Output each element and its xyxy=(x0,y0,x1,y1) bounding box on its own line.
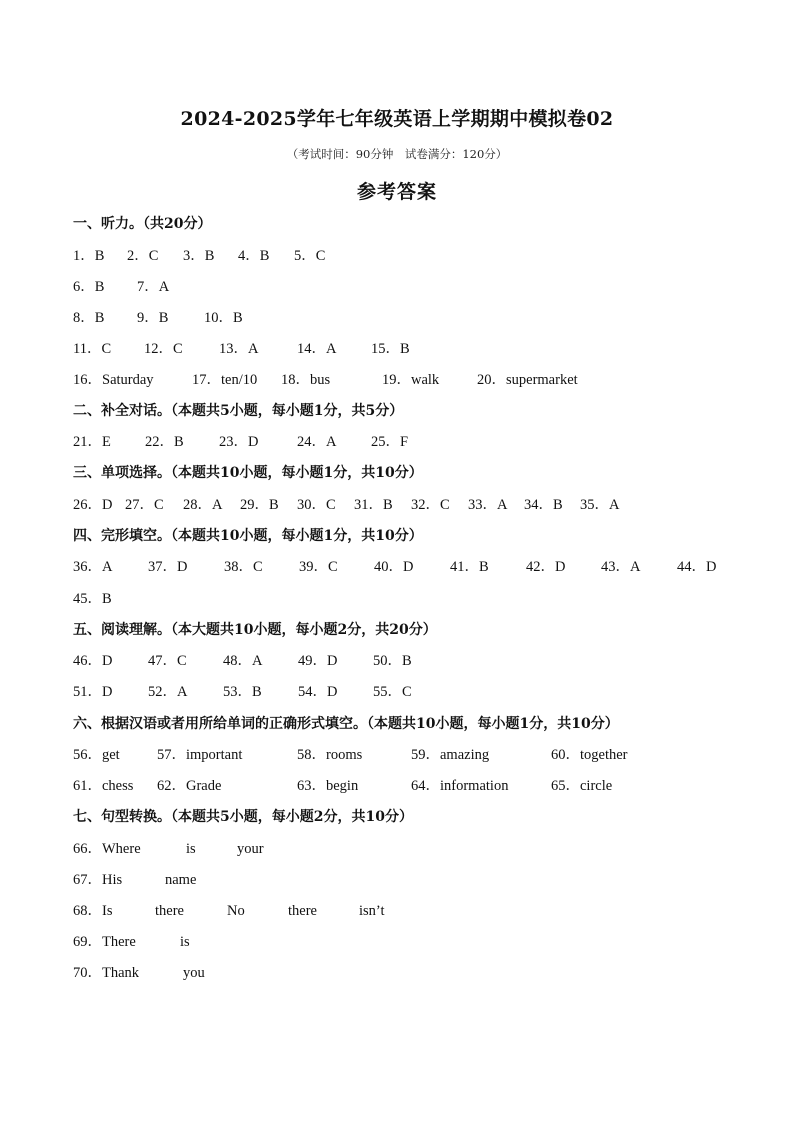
answer-item: 65．circle xyxy=(551,778,613,794)
answer-row xyxy=(0,494,794,516)
answer-item: 1．B xyxy=(73,248,105,264)
answer-item: 17．ten/10 xyxy=(192,372,258,388)
answer-item: 53．B xyxy=(223,684,262,700)
section-heading: 一、听力。（共20分） xyxy=(73,216,212,232)
answer-item: 48．A xyxy=(223,653,263,669)
answer-item: 6．B xyxy=(73,279,105,295)
answer-item: 12．C xyxy=(144,341,183,357)
answer-item: 30．C xyxy=(297,497,336,513)
section-heading: 七、句型转换。（本题共5小题，每小题2分，共10分） xyxy=(73,809,413,825)
answer-item: 55．C xyxy=(373,684,412,700)
answer-item: 63．begin xyxy=(297,778,359,794)
answer-item: 70．Thank xyxy=(73,965,140,981)
answer-row xyxy=(0,681,794,703)
answer-item: 49．D xyxy=(298,653,338,669)
answer-item: there xyxy=(155,903,184,919)
answer-item: No xyxy=(227,903,245,919)
exam-info: （考试时间：90分钟 试卷满分：120分） xyxy=(286,147,508,161)
answer-item: is xyxy=(186,841,196,857)
answer-item: 39．C xyxy=(299,559,338,575)
answer-item: 21．E xyxy=(73,434,111,450)
answer-item: 18．bus xyxy=(281,372,331,388)
answer-item: 16．Saturday xyxy=(73,372,154,388)
answer-item: 32．C xyxy=(411,497,450,513)
answer-item: 37．D xyxy=(148,559,188,575)
answer-item: 45．B xyxy=(73,591,112,607)
answer-item: 67．His xyxy=(73,872,123,888)
answer-row xyxy=(0,869,794,891)
answer-row xyxy=(0,650,794,672)
answer-item: 57．important xyxy=(157,747,243,763)
answer-item: 36．A xyxy=(73,559,113,575)
answer-item: 46．D xyxy=(73,653,113,669)
answer-item: 62．Grade xyxy=(157,778,222,794)
section-heading: 三、单项选择。（本题共10小题，每小题1分，共10分） xyxy=(73,465,423,481)
answer-item: 11．C xyxy=(73,341,112,357)
answer-item: 33．A xyxy=(468,497,508,513)
answer-row xyxy=(0,556,794,578)
answer-item: 38．C xyxy=(224,559,263,575)
answer-item: 13．A xyxy=(219,341,259,357)
answer-item: 56．get xyxy=(73,747,120,763)
answer-item: 68．Is xyxy=(73,903,113,919)
answer-item: 58．rooms xyxy=(297,747,363,763)
answer-item: 50．B xyxy=(373,653,412,669)
answers-heading: 参考答案 xyxy=(356,181,437,203)
section-heading: 五、阅读理解。（本大题共10小题，每小题2分，共20分） xyxy=(73,622,437,638)
answer-item: 44．D xyxy=(677,559,717,575)
document-title: 2024-2025学年七年级英语上学期期中模拟卷02 xyxy=(180,108,614,130)
answer-item: 61．chess xyxy=(73,778,134,794)
answer-item: 9．B xyxy=(137,310,169,326)
answer-row xyxy=(0,962,794,984)
answer-row xyxy=(0,369,794,391)
answer-row xyxy=(0,838,794,860)
answer-row xyxy=(0,900,794,922)
answer-item: 43．A xyxy=(601,559,641,575)
answer-item: is xyxy=(180,934,190,950)
answer-item: 19．walk xyxy=(382,372,440,388)
answer-item: 66．Where xyxy=(73,841,141,857)
answer-item: 59．amazing xyxy=(411,747,490,763)
answer-item: 40．D xyxy=(374,559,414,575)
answer-item: 23．D xyxy=(219,434,259,450)
answer-item: 20．supermarket xyxy=(477,372,578,388)
answer-item: 60．together xyxy=(551,747,628,763)
answer-row xyxy=(0,744,794,766)
section-heading: 六、根据汉语或者用所给单词的正确形式填空。（本题共10小题，每小题1分，共10分） xyxy=(73,716,619,732)
answer-item: 27．C xyxy=(125,497,164,513)
answer-row xyxy=(0,931,794,953)
answer-item: 22．B xyxy=(145,434,184,450)
answer-item: there xyxy=(288,903,317,919)
answer-item: 24．A xyxy=(297,434,337,450)
answer-item: 41．B xyxy=(450,559,489,575)
answer-item: 42．D xyxy=(526,559,566,575)
answer-item: 14．A xyxy=(297,341,337,357)
answer-row xyxy=(0,276,794,298)
answer-item: 2．C xyxy=(127,248,159,264)
answer-item: 35．A xyxy=(580,497,620,513)
answer-item: you xyxy=(183,965,205,981)
answer-item: 5．C xyxy=(294,248,326,264)
answer-item: your xyxy=(237,841,264,857)
answer-item: 8．B xyxy=(73,310,105,326)
answer-row xyxy=(0,775,794,797)
answer-item: 64．information xyxy=(411,778,509,794)
answer-item: 10．B xyxy=(204,310,243,326)
answer-item: 69．There xyxy=(73,934,136,950)
answer-item: isn’t xyxy=(359,903,385,919)
answer-item: 51．D xyxy=(73,684,113,700)
section-heading: 四、完形填空。（本题共10小题，每小题1分，共10分） xyxy=(73,528,423,544)
answer-item: name xyxy=(165,872,197,888)
answer-item: 15．B xyxy=(371,341,410,357)
answer-item: 7．A xyxy=(137,279,170,295)
section-heading: 二、补全对话。（本题共5小题，每小题1分，共5分） xyxy=(73,403,404,419)
answer-item: 47．C xyxy=(148,653,187,669)
answer-item: 34．B xyxy=(524,497,563,513)
answer-row xyxy=(0,588,794,610)
answer-item: 28．A xyxy=(183,497,223,513)
answer-item: 3．B xyxy=(183,248,215,264)
answer-row xyxy=(0,245,794,267)
answer-item: 52．A xyxy=(148,684,188,700)
answer-row xyxy=(0,431,794,453)
answer-item: 4．B xyxy=(238,248,270,264)
answer-item: 31．B xyxy=(354,497,393,513)
answer-item: 25．F xyxy=(371,434,409,450)
answer-item: 26．D xyxy=(73,497,113,513)
answer-row xyxy=(0,338,794,360)
answer-item: 54．D xyxy=(298,684,338,700)
answer-row xyxy=(0,307,794,329)
answer-item: 29．B xyxy=(240,497,279,513)
